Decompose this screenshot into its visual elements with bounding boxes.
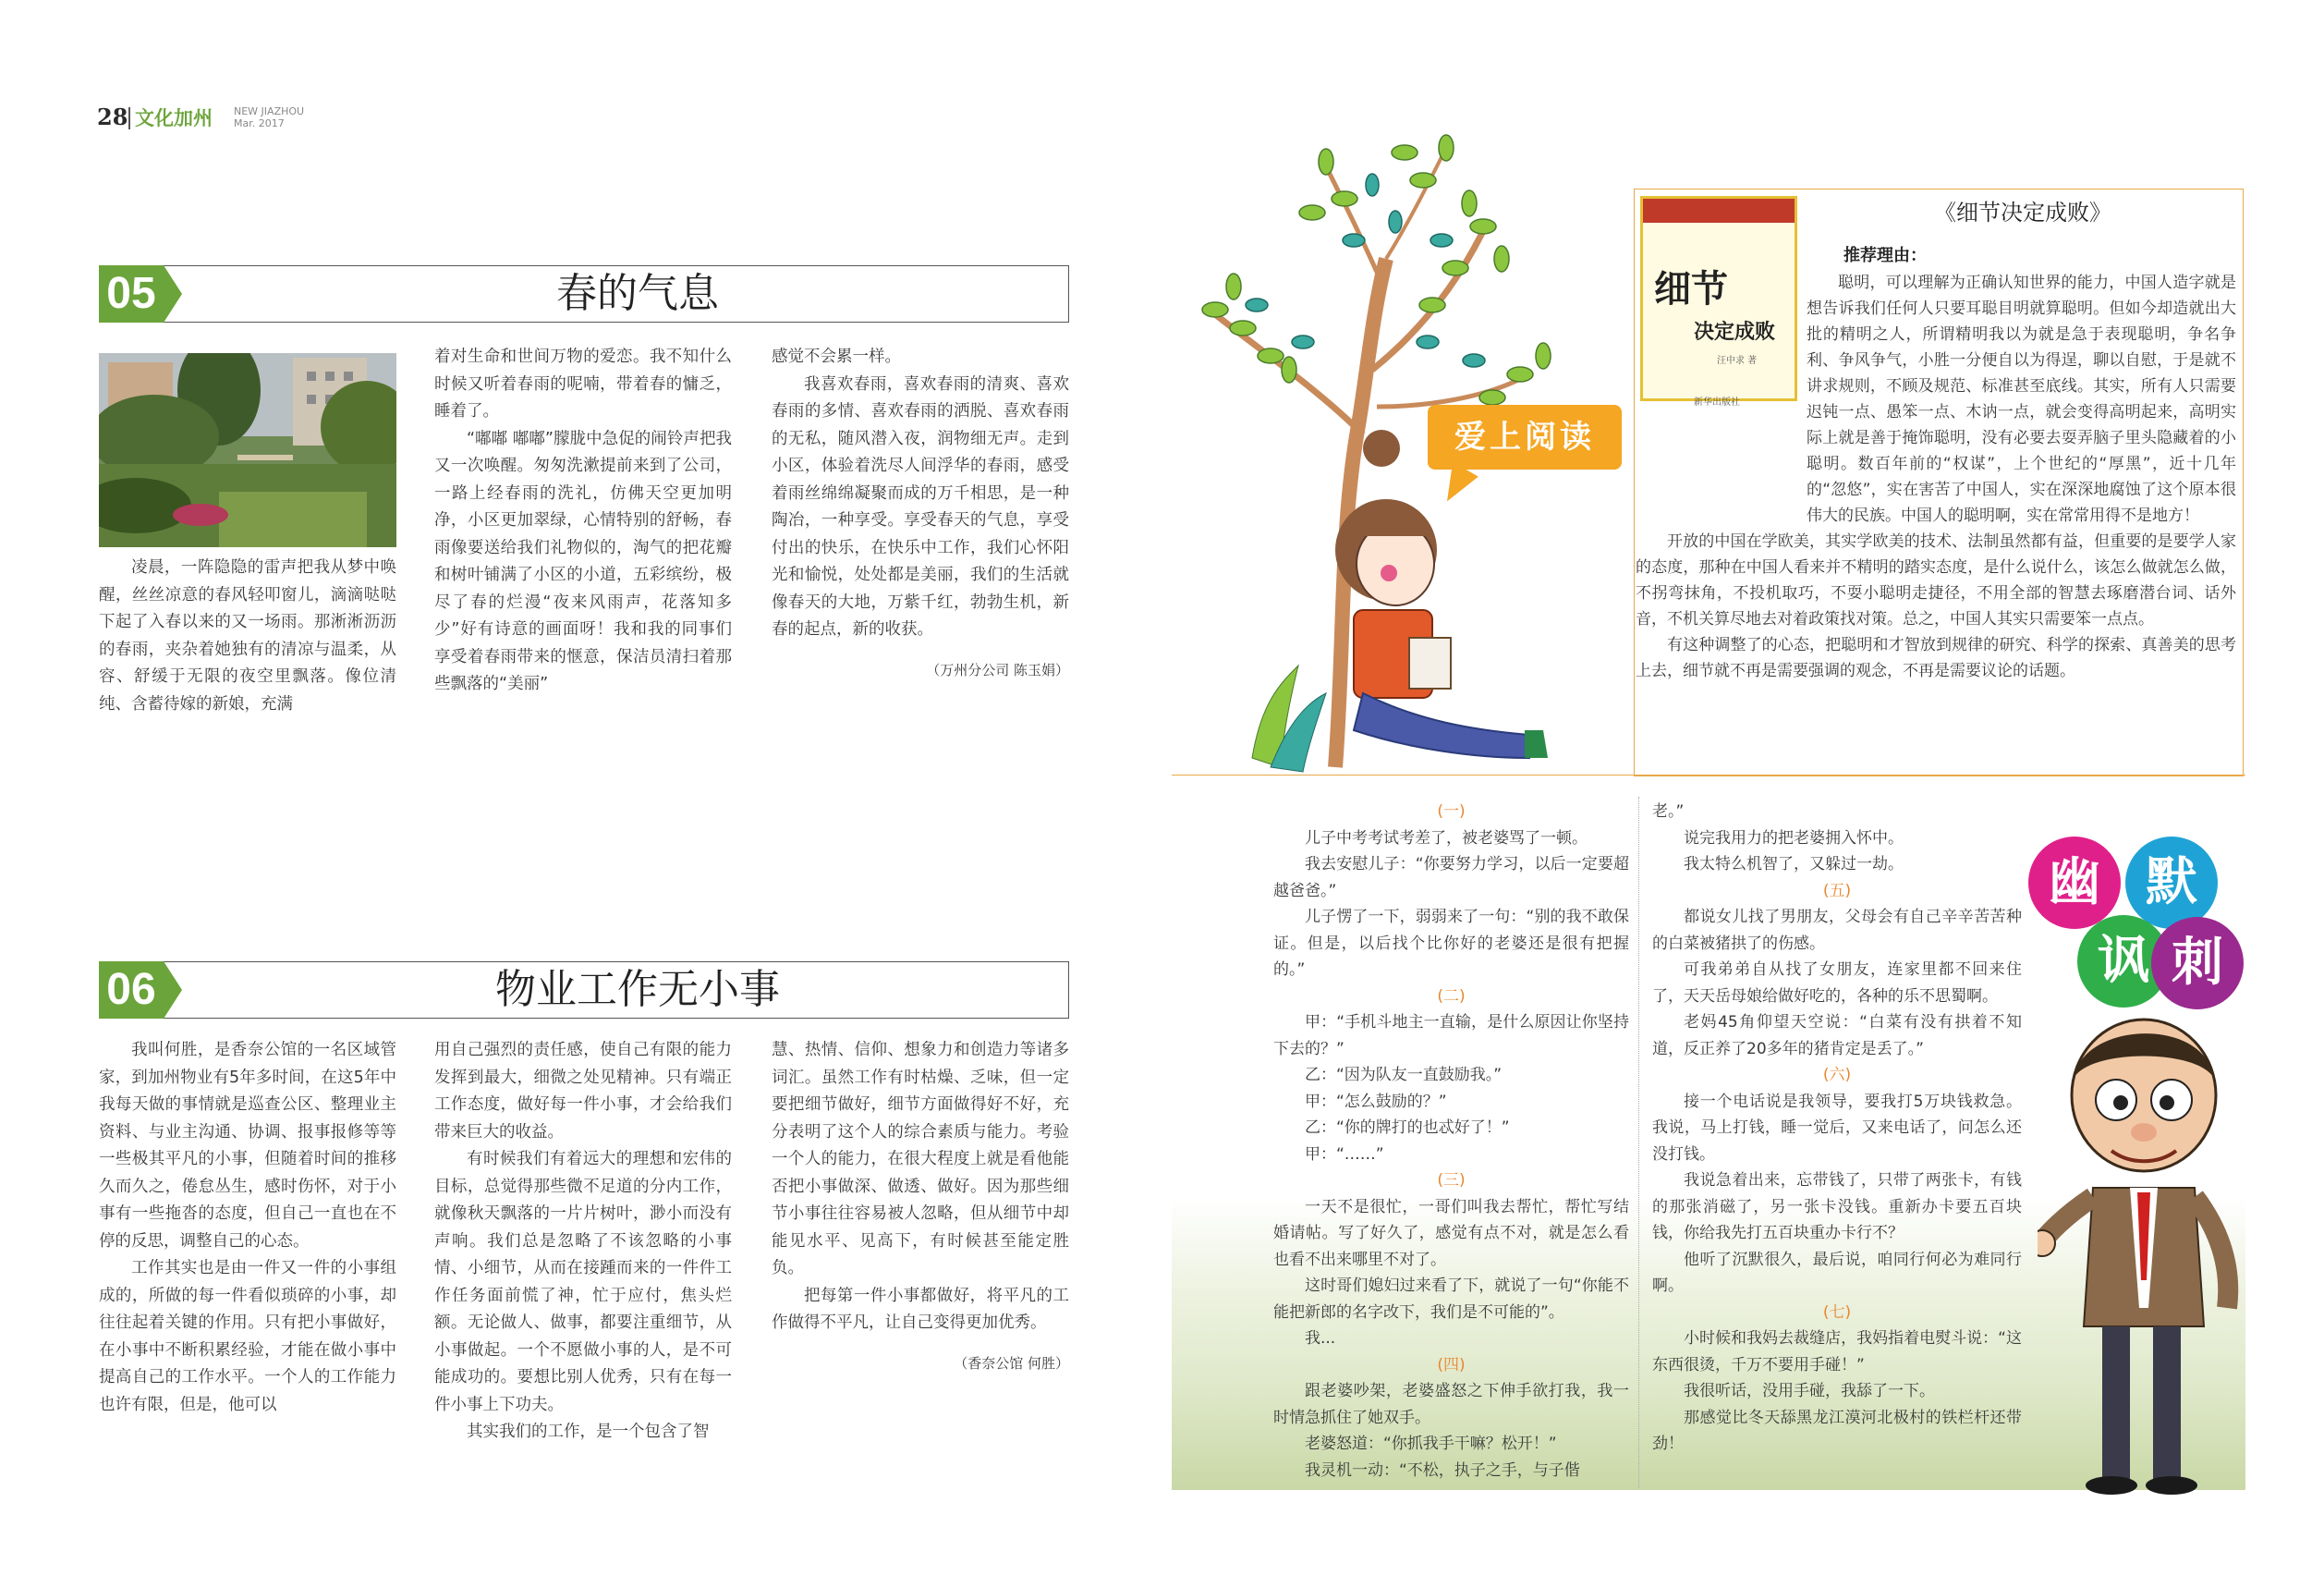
joke-line: 我很听话，没用手碰，我舔了一下。 [1684,1382,1935,1400]
book-cover-author: 汪中求 著 [1717,356,1758,366]
article-06-signature: （香奈公馆 何胜） [954,1354,1069,1372]
article-05-title: 春的气息 [556,270,719,317]
reading-divider [1172,775,2245,776]
section-name: 文化加州 [135,107,213,129]
joke-line: 我说急着出来，忘带钱了，只带了两张卡，有钱的那张消磁了，另一张卡没钱。重新办卡要五百块钱，你给我先打五百块重办卡行不？ [1652,1171,2022,1242]
joke-column-1 [1273,799,1629,1484]
paragraph: 用自己强烈的责任感，使自己有限的能力发挥到最大，细微之处见精神。只有端正工作态度，做好每一件小事，才会给我们带来巨大的收益。 [434,1041,732,1142]
article-06-number: 06 [99,961,164,1019]
article-06-col-2 [434,1037,732,1447]
article-05-arrow [164,265,182,323]
joke-line: 乙：“你的牌打的也忒好了！” [1305,1118,1510,1137]
paragraph: 着对生命和世间万物的爱恋。我不知什么时候又听着春雨的呢喃，带着春的慵乏，睡着了。 [434,348,732,421]
joke-line: 跟老婆吵架，老婆盛怒之下伸手欲打我，我一时情急抓住了她双手。 [1273,1382,1629,1427]
humor-bubble: 刺 [2151,917,2244,1009]
joke-line: 老婆怒道：“你抓我手干嘛？松开！” [1305,1435,1557,1453]
joke-line: 一天不是很忙，一哥们叫我去帮忙，帮忙写结婚请帖。写了好久了，感觉有点不对，就是怎么看也看不出来哪里不对了。 [1273,1197,1629,1269]
column-divider [1638,797,1639,1488]
joke-line: 儿子愣了一下，弱弱来了一句：“别的我不敢保证。但是，以后找个比你好的老婆还是很有把握的。” [1273,908,1629,979]
header-divider [128,107,130,129]
article-06-arrow [164,961,182,1019]
paragraph: 开放的中国在学欧美，其实学欧美的技术、法制虽然都有益，但重要的是要学人家的态度，那种在中国人看来并不精明的踏实态度，是什么说什么，该怎么做就怎么做，不拐弯抹角，不投机取巧，不耍小聪明走捷径，不用全部的智慧去琢磨潜台词、话外音，不机关算尽地去对着政策找对策。总之，中国人其实只需要笨一点点。 [1636,532,2236,629]
joke-line: 可我弟弟自从找了女朋友，连家里都不回来住了，天天岳母娘给做好吃的，各种的乐不思蜀啊。 [1652,960,2022,1006]
book-cover-publisher: 新华出版社 [1694,397,1740,408]
book-cover-title-2: 决定成败 [1694,320,1776,344]
joke-line: 这时哥们媳妇过来看了下，就说了一句“你能不能把新郎的名字改下，我们是不可能的”。 [1273,1277,1629,1322]
article-06-title: 物业工作无小事 [495,966,780,1013]
paragraph: 工作其实也是由一件又一件的小事组成的，所做的每一件看似琐碎的小事，却往往起着关键的作用。只有把小事做好，在小事中不断积累经验，才能在做小事中提高自己的工作水平。一个人的工作能力也许有限，但是，他可以 [99,1259,396,1414]
humor-bubble: 幽 [2028,837,2121,929]
article-05-signature: （万州分公司 陈玉娟） [926,661,1069,678]
reason-label: 推荐理由： [1843,246,1927,265]
joke-heading: (三) [1437,1171,1466,1190]
joke-line: 他听了沉默很久，最后说，咱同行何必为难同行啊。 [1652,1250,2022,1295]
article-05-number: 05 [99,265,164,323]
page-number: 28 [97,104,128,130]
joke-line: 甲：“……” [1305,1144,1384,1164]
paragraph: 把每第一件小事都做好，将平凡的工作做得不平凡，让自己变得更加优秀。 [772,1286,1069,1332]
joke-heading: (七) [1822,1302,1852,1322]
paragraph: 聪明，可以理解为正确认知世界的能力，中国人造字就是想告诉我们任何人只要耳聪目明就算聪明。但如今却造就出大批的精明之人，所谓精明我以为就是急于表现聪明，争名争利、争风争气，小胜一分便自以为得逞，聊以自慰，于是就不讲求规则，不顾及规范、标准甚至底线。其实，所有人只需要迟钝一点、愚笨一点、木讷一点，就会变得高明起来，高明实际上就是善于掩饰聪明，没有必要去耍弄脑子里头隐藏着的小聪明。数百年前的“权谋”，上个世纪的“厚黑”，近十几年的“忽悠”，实在害苦了中国人，实在深深地腐蚀了这个原本很伟大的民族。中国人的聪明啊，实在常常用得不是地方！ [1807,274,2236,525]
paragraph: 感觉不会累一样。 [772,348,901,366]
joke-line: 老妈45角仰望天空说：“白菜有没有拱着不知道，反正养了20多年的猪肯定是丢了。” [1652,1013,2022,1058]
joke-line: 我太特么机智了，又躲过一劫。 [1684,855,1904,873]
joke-line: 老。” [1652,802,1685,821]
paragraph: “嘟嘟 嘟嘟”朦胧中急促的闹铃声把我又一次唤醒。匆匆洗漱提前来到了公司，一路上经春雨的洗礼，仿佛天空更加明净，小区更加翠绿，心情特别的舒畅，春雨像要送给我们礼物似的，淘气的把花瓣和树叶铺满了小区的小道，五彩缤纷，极尽了春的烂漫“夜来风雨声，花落知多少”好有诗意的画面呀！我和我的同事们享受着春雨带来的惬意，保洁员清扫着那些飘落的“美丽” [434,429,732,693]
magazine-issue: Mar. 2017 [234,117,285,129]
paragraph: 凌晨，一阵隐隐的雷声把我从梦中唤醒，丝丝凉意的春风轻叩窗儿，滴滴哒哒下起了入春以来的又一场雨。那淅淅沥沥的春雨，夹杂着她独有的清凉与温柔，从容、舒缓于无限的夜空里飘落。像位清纯、含蓄待嫁的新娘，充满 [99,558,396,714]
humor-bubble: 默 [2125,837,2218,929]
joke-heading: (五) [1822,881,1852,900]
article-05-col-2 [434,344,732,699]
joke-line: 那感觉比冬天舔黑龙江漠河北极村的铁栏杆还带劲！ [1652,1408,2022,1453]
article-05-col-3 [772,344,1069,684]
book-review-text [1636,270,2236,684]
paragraph: 有时候我们有着远大的理想和宏伟的目标，总觉得那些微不足道的分内工作，就像秋天飘落的一片片树叶，渺小而没有声响。我们总是忽略了不该忽略的小事情、小细节，从而在接踵而来的一件件工作任务面前慌了神，忙于应付，焦头烂额。无论做人、做事，都要注重细节，从小事做起。一个不愿做小事的人，是不可能成功的。要想比别人优秀，只有在每一件小事上下功夫。 [434,1150,732,1414]
paragraph: 慧、热情、信仰、想象力和创造力等诸多词汇。虽然工作有时枯燥、乏味，但一定要把细节做好，细节方面做得好不好，充分表明了这个人的综合素质与能力。考验一个人的能力，在很大程度上就是看他能否把小事做深、做透、做好。因为那些细节小事往往容易被人忽略，但从细节中却能见水平、见高下，有时候甚至能定胜负。 [772,1041,1069,1277]
magazine-en: NEW JIAZHOU [234,105,305,117]
article-05-col-1 [99,555,396,718]
joke-line: 我去安慰儿子：“你要努力学习，以后一定要超越爸爸。” [1273,855,1629,900]
joke-line: 我... [1305,1329,1336,1348]
paragraph: 其实我们的工作，是一个包含了智 [467,1423,710,1441]
magazine-tag [234,105,304,129]
joke-line: 都说女儿找了男朋友，父母会有自己辛辛苦苦种的白菜被猪拱了的伤感。 [1652,908,2022,953]
love-reading-badge: 爱上阅读 [1428,405,1622,470]
joke-line: 甲：“手机斗地主一直输，是什么原因让你坚持下去的？” [1273,1013,1629,1058]
article-06-col-1 [99,1037,396,1419]
paragraph: 我叫何胜，是香奈公馆的一名区域管家，到加州物业有5年多时间，在这5年中我每天做的事情就是巡查公区、整理业主资料、与业主沟通、协调、报事报修等等一些极其平凡的小事，但随着时间的推移久而久之，倦怠丛生，感时伤怀，对于小事有一些拖沓的态度，但自己一直也在不停的反思，调整自己的心态。 [99,1041,396,1251]
joke-heading: (二) [1437,986,1466,1006]
joke-heading: (六) [1822,1066,1852,1084]
joke-line: 接一个电话说是我领导，要我打5万块钱救急。我说，马上打钱，睡一觉后，又来电话了，问怎么还没打钱。 [1652,1092,2022,1164]
paragraph: 有这种调整了的心态，把聪明和才智放到规律的研究、科学的探索、真善美的思考上去，细节就不再是需要强调的观念，不再是需要议论的话题。 [1636,636,2236,680]
joke-heading: (四) [1437,1355,1466,1374]
book-cover-title-1: 细节 [1654,267,1728,311]
book-title: 《细节决定成败》 [1934,200,2111,226]
joke-column-2 [1652,799,2022,1458]
spring-photo [99,353,396,547]
humor-bubble: 讽 [2077,915,2170,1008]
joke-line: 乙：“因为队友一直鼓励我。” [1305,1066,1503,1084]
book-cover-band [1643,199,1795,223]
joke-line: 小时候和我妈去裁缝店，我妈指着电熨斗说：“这东西很烫，千万不要用手碰！” [1652,1329,2022,1374]
article-06-col-3 [772,1037,1069,1377]
joke-line: 我灵机一动：“不松，执子之手，与子偕 [1305,1460,1580,1480]
joke-line: 说完我用力的把老婆拥入怀中。 [1684,828,1904,848]
joke-line: 甲：“怎么鼓励的？” [1305,1092,1447,1111]
joke-line: 儿子中考考试考差了，被老婆骂了一顿。 [1305,828,1588,848]
joke-heading: (一) [1437,802,1466,821]
cartoon-character [2038,1012,2255,1497]
paragraph: 我喜欢春雨，喜欢春雨的清爽、喜欢春雨的多情、喜欢春雨的洒脱、喜欢春雨的无私，随风潜入夜，润物细无声。走到小区，体验着洗尽人间浮华的春雨，感受着雨丝绵绵凝聚而成的万千相思，是一种陶冶，一种享受。享受春天的气息，享受付出的快乐，在快乐中工作，我们心怀阳光和愉悦，处处都是美丽，我们的生活就像春天的大地，万紫千红，勃勃生机，新春的起点，新的收获。 [772,374,1069,639]
